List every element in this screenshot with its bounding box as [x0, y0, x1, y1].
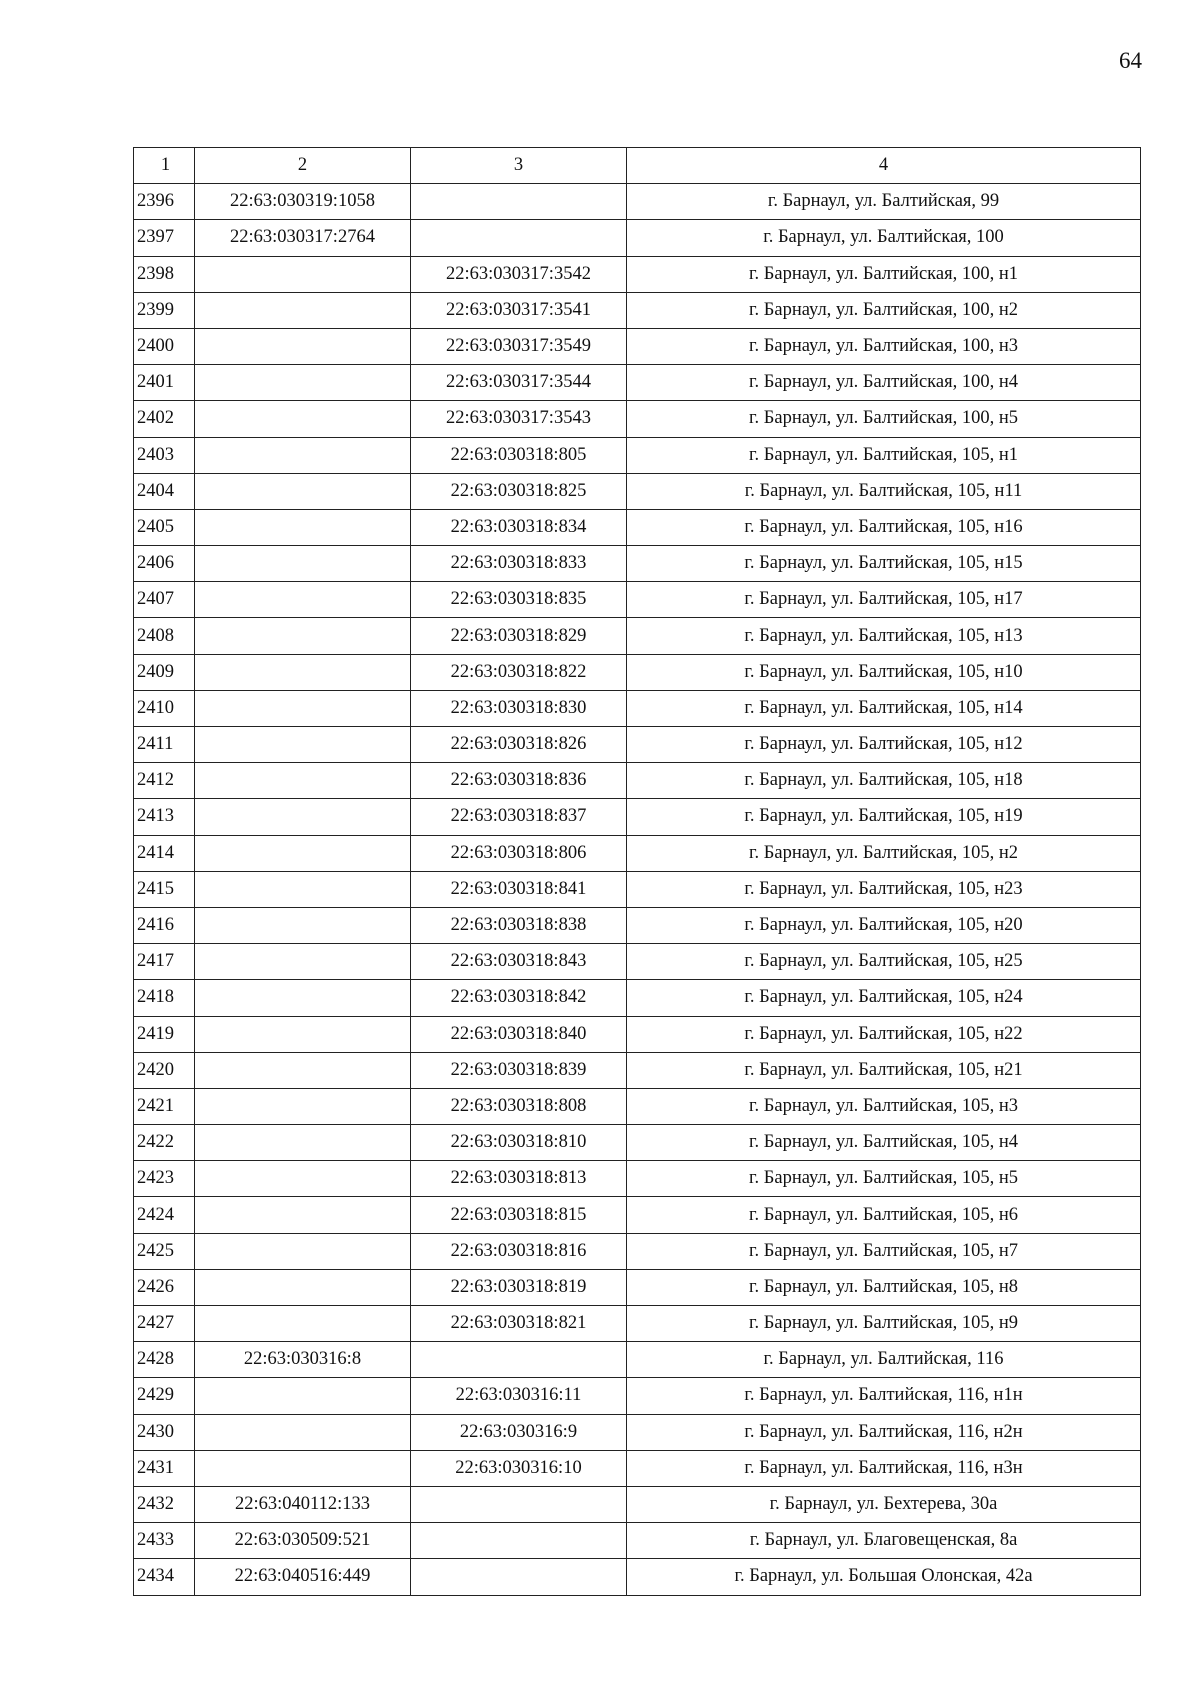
address-cell: г. Барнаул, ул. Балтийская, 105, н6 [627, 1197, 1141, 1233]
address-cell: г. Барнаул, ул. Балтийская, 116 [627, 1342, 1141, 1378]
row-number-cell: 2398 [134, 256, 195, 292]
table-row [134, 727, 1141, 763]
page-number: 64 [1119, 48, 1142, 73]
object-cadastral-cell [195, 799, 411, 835]
table-row [134, 907, 1141, 943]
premise-cadastral-cell [411, 220, 627, 256]
row-number-cell: 2415 [134, 871, 195, 907]
header-col-3: 3 [411, 148, 627, 184]
premise-cadastral-cell: 22:63:030318:842 [411, 980, 627, 1016]
table-row [134, 871, 1141, 907]
row-number-cell: 2417 [134, 944, 195, 980]
address-cell: г. Барнаул, ул. Бехтерева, 30а [627, 1486, 1141, 1522]
premise-cadastral-cell [411, 1523, 627, 1559]
premise-cadastral-cell: 22:63:030316:10 [411, 1450, 627, 1486]
object-cadastral-cell [195, 907, 411, 943]
table-row [134, 618, 1141, 654]
table-row [134, 509, 1141, 545]
table-row [134, 1016, 1141, 1052]
premise-cadastral-cell: 22:63:030316:9 [411, 1414, 627, 1450]
table-row [134, 1125, 1141, 1161]
table-row [134, 654, 1141, 690]
object-cadastral-cell: 22:63:030319:1058 [195, 184, 411, 220]
table-row [134, 1559, 1141, 1595]
header-col-1: 1 [134, 148, 195, 184]
object-cadastral-cell [195, 256, 411, 292]
row-number-cell: 2430 [134, 1414, 195, 1450]
object-cadastral-cell [195, 1306, 411, 1342]
address-cell: г. Барнаул, ул. Балтийская, 100, н1 [627, 256, 1141, 292]
row-number-cell: 2403 [134, 437, 195, 473]
address-cell: г. Барнаул, ул. Балтийская, 105, н16 [627, 509, 1141, 545]
table-row [134, 1197, 1141, 1233]
header-col-4: 4 [627, 148, 1141, 184]
table-row [134, 546, 1141, 582]
table-row [134, 1269, 1141, 1305]
row-number-cell: 2410 [134, 690, 195, 726]
premise-cadastral-cell: 22:63:030317:3541 [411, 292, 627, 328]
table-row [134, 763, 1141, 799]
row-number-cell: 2396 [134, 184, 195, 220]
object-cadastral-cell: 22:63:030316:8 [195, 1342, 411, 1378]
premise-cadastral-cell [411, 1559, 627, 1595]
row-number-cell: 2428 [134, 1342, 195, 1378]
object-cadastral-cell [195, 1197, 411, 1233]
premise-cadastral-cell: 22:63:030318:805 [411, 437, 627, 473]
address-cell: г. Барнаул, ул. Балтийская, 105, н1 [627, 437, 1141, 473]
premise-cadastral-cell: 22:63:030318:819 [411, 1269, 627, 1305]
address-cell: г. Барнаул, ул. Балтийская, 105, н9 [627, 1306, 1141, 1342]
address-cell: г. Барнаул, ул. Балтийская, 105, н20 [627, 907, 1141, 943]
row-number-cell: 2400 [134, 328, 195, 364]
address-cell: г. Барнаул, ул. Балтийская, 105, н8 [627, 1269, 1141, 1305]
row-number-cell: 2402 [134, 401, 195, 437]
address-cell: г. Барнаул, ул. Балтийская, 105, н5 [627, 1161, 1141, 1197]
row-number-cell: 2412 [134, 763, 195, 799]
address-cell: г. Барнаул, ул. Балтийская, 105, н21 [627, 1052, 1141, 1088]
table-row [134, 473, 1141, 509]
table-row [134, 1486, 1141, 1522]
table-row [134, 582, 1141, 618]
address-cell: г. Барнаул, ул. Балтийская, 105, н4 [627, 1125, 1141, 1161]
address-cell: г. Барнаул, ул. Балтийская, 99 [627, 184, 1141, 220]
object-cadastral-cell [195, 835, 411, 871]
object-cadastral-cell [195, 944, 411, 980]
premise-cadastral-cell: 22:63:030317:3542 [411, 256, 627, 292]
address-cell: г. Барнаул, ул. Балтийская, 105, н7 [627, 1233, 1141, 1269]
object-cadastral-cell [195, 1269, 411, 1305]
premise-cadastral-cell: 22:63:030318:833 [411, 546, 627, 582]
premise-cadastral-cell: 22:63:030318:841 [411, 871, 627, 907]
row-number-cell: 2409 [134, 654, 195, 690]
object-cadastral-cell [195, 1414, 411, 1450]
table-row [134, 1450, 1141, 1486]
address-cell: г. Барнаул, ул. Балтийская, 105, н13 [627, 618, 1141, 654]
object-cadastral-cell [195, 473, 411, 509]
address-cell: г. Барнаул, ул. Балтийская, 105, н23 [627, 871, 1141, 907]
table-row [134, 401, 1141, 437]
address-cell: г. Барнаул, ул. Балтийская, 100, н2 [627, 292, 1141, 328]
row-number-cell: 2406 [134, 546, 195, 582]
premise-cadastral-cell: 22:63:030318:822 [411, 654, 627, 690]
table-row [134, 1378, 1141, 1414]
row-number-cell: 2425 [134, 1233, 195, 1269]
row-number-cell: 2405 [134, 509, 195, 545]
object-cadastral-cell: 22:63:030317:2764 [195, 220, 411, 256]
object-cadastral-cell [195, 1233, 411, 1269]
premise-cadastral-cell: 22:63:030318:816 [411, 1233, 627, 1269]
row-number-cell: 2404 [134, 473, 195, 509]
object-cadastral-cell [195, 328, 411, 364]
object-cadastral-cell: 22:63:030509:521 [195, 1523, 411, 1559]
table-row [134, 184, 1141, 220]
premise-cadastral-cell: 22:63:030318:836 [411, 763, 627, 799]
table-row [134, 835, 1141, 871]
premise-cadastral-cell: 22:63:030316:11 [411, 1378, 627, 1414]
object-cadastral-cell [195, 437, 411, 473]
premise-cadastral-cell: 22:63:030318:813 [411, 1161, 627, 1197]
row-number-cell: 2432 [134, 1486, 195, 1522]
object-cadastral-cell [195, 980, 411, 1016]
address-cell: г. Барнаул, ул. Балтийская, 105, н15 [627, 546, 1141, 582]
premise-cadastral-cell: 22:63:030318:838 [411, 907, 627, 943]
table-row [134, 292, 1141, 328]
row-number-cell: 2433 [134, 1523, 195, 1559]
table-row [134, 690, 1141, 726]
table-row [134, 1342, 1141, 1378]
object-cadastral-cell [195, 690, 411, 726]
address-cell: г. Барнаул, ул. Балтийская, 105, н25 [627, 944, 1141, 980]
premise-cadastral-cell: 22:63:030318:815 [411, 1197, 627, 1233]
object-cadastral-cell [195, 871, 411, 907]
table-row [134, 980, 1141, 1016]
row-number-cell: 2411 [134, 727, 195, 763]
premise-cadastral-cell: 22:63:030318:821 [411, 1306, 627, 1342]
object-cadastral-cell [195, 401, 411, 437]
row-number-cell: 2420 [134, 1052, 195, 1088]
premise-cadastral-cell [411, 1486, 627, 1522]
object-cadastral-cell [195, 727, 411, 763]
table-row [134, 1052, 1141, 1088]
row-number-cell: 2429 [134, 1378, 195, 1414]
premise-cadastral-cell: 22:63:030318:835 [411, 582, 627, 618]
table-row [134, 256, 1141, 292]
premise-cadastral-cell: 22:63:030318:810 [411, 1125, 627, 1161]
table-row [134, 328, 1141, 364]
address-cell: г. Барнаул, ул. Балтийская, 100, н5 [627, 401, 1141, 437]
address-cell: г. Барнаул, ул. Балтийская, 116, н3н [627, 1450, 1141, 1486]
row-number-cell: 2414 [134, 835, 195, 871]
table-header [134, 148, 1141, 184]
table-body [134, 184, 1141, 1595]
object-cadastral-cell [195, 763, 411, 799]
row-number-cell: 2397 [134, 220, 195, 256]
row-number-cell: 2401 [134, 365, 195, 401]
premise-cadastral-cell: 22:63:030317:3544 [411, 365, 627, 401]
table-row [134, 1088, 1141, 1124]
premise-cadastral-cell: 22:63:030318:825 [411, 473, 627, 509]
row-number-cell: 2416 [134, 907, 195, 943]
premise-cadastral-cell: 22:63:030317:3543 [411, 401, 627, 437]
object-cadastral-cell [195, 1016, 411, 1052]
address-cell: г. Барнаул, ул. Балтийская, 100 [627, 220, 1141, 256]
row-number-cell: 2419 [134, 1016, 195, 1052]
address-cell: г. Барнаул, ул. Балтийская, 100, н4 [627, 365, 1141, 401]
address-cell: г. Барнаул, ул. Балтийская, 105, н19 [627, 799, 1141, 835]
address-cell: г. Барнаул, ул. Балтийская, 105, н10 [627, 654, 1141, 690]
table-row [134, 1414, 1141, 1450]
address-cell: г. Барнаул, ул. Балтийская, 105, н22 [627, 1016, 1141, 1052]
object-cadastral-cell [195, 1052, 411, 1088]
header-row [134, 148, 1141, 184]
table-row [134, 1306, 1141, 1342]
table-row [134, 365, 1141, 401]
row-number-cell: 2424 [134, 1197, 195, 1233]
object-cadastral-cell [195, 1378, 411, 1414]
object-cadastral-cell [195, 582, 411, 618]
table-row [134, 1523, 1141, 1559]
header-col-2: 2 [195, 148, 411, 184]
object-cadastral-cell [195, 546, 411, 582]
address-cell: г. Барнаул, ул. Балтийская, 105, н24 [627, 980, 1141, 1016]
premise-cadastral-cell: 22:63:030318:826 [411, 727, 627, 763]
table-row [134, 1233, 1141, 1269]
premise-cadastral-cell [411, 184, 627, 220]
object-cadastral-cell: 22:63:040112:133 [195, 1486, 411, 1522]
row-number-cell: 2408 [134, 618, 195, 654]
object-cadastral-cell [195, 509, 411, 545]
table-row [134, 799, 1141, 835]
premise-cadastral-cell: 22:63:030318:808 [411, 1088, 627, 1124]
object-cadastral-cell: 22:63:040516:449 [195, 1559, 411, 1595]
row-number-cell: 2434 [134, 1559, 195, 1595]
table-row [134, 944, 1141, 980]
table-row [134, 437, 1141, 473]
address-cell: г. Барнаул, ул. Большая Олонская, 42а [627, 1559, 1141, 1595]
row-number-cell: 2427 [134, 1306, 195, 1342]
address-cell: г. Барнаул, ул. Балтийская, 105, н11 [627, 473, 1141, 509]
row-number-cell: 2407 [134, 582, 195, 618]
address-cell: г. Барнаул, ул. Балтийская, 105, н3 [627, 1088, 1141, 1124]
row-number-cell: 2422 [134, 1125, 195, 1161]
row-number-cell: 2423 [134, 1161, 195, 1197]
premise-cadastral-cell: 22:63:030318:840 [411, 1016, 627, 1052]
premise-cadastral-cell: 22:63:030318:837 [411, 799, 627, 835]
address-cell: г. Барнаул, ул. Балтийская, 105, н12 [627, 727, 1141, 763]
row-number-cell: 2399 [134, 292, 195, 328]
object-cadastral-cell [195, 292, 411, 328]
row-number-cell: 2421 [134, 1088, 195, 1124]
table-row [134, 1161, 1141, 1197]
premise-cadastral-cell: 22:63:030318:830 [411, 690, 627, 726]
address-cell: г. Барнаул, ул. Балтийская, 100, н3 [627, 328, 1141, 364]
table-row [134, 220, 1141, 256]
row-number-cell: 2431 [134, 1450, 195, 1486]
premise-cadastral-cell: 22:63:030318:806 [411, 835, 627, 871]
row-number-cell: 2426 [134, 1269, 195, 1305]
address-cell: г. Барнаул, ул. Балтийская, 105, н14 [627, 690, 1141, 726]
object-cadastral-cell [195, 1161, 411, 1197]
premise-cadastral-cell: 22:63:030318:834 [411, 509, 627, 545]
address-cell: г. Барнаул, ул. Балтийская, 105, н2 [627, 835, 1141, 871]
premise-cadastral-cell: 22:63:030318:839 [411, 1052, 627, 1088]
object-cadastral-cell [195, 654, 411, 690]
object-cadastral-cell [195, 1450, 411, 1486]
address-cell: г. Барнаул, ул. Балтийская, 105, н17 [627, 582, 1141, 618]
premise-cadastral-cell: 22:63:030317:3549 [411, 328, 627, 364]
address-cell: г. Барнаул, ул. Балтийская, 116, н1н [627, 1378, 1141, 1414]
object-cadastral-cell [195, 1088, 411, 1124]
address-cell: г. Барнаул, ул. Балтийская, 116, н2н [627, 1414, 1141, 1450]
premise-cadastral-cell: 22:63:030318:829 [411, 618, 627, 654]
registry-table [133, 147, 1141, 1596]
object-cadastral-cell [195, 1125, 411, 1161]
row-number-cell: 2418 [134, 980, 195, 1016]
premise-cadastral-cell: 22:63:030318:843 [411, 944, 627, 980]
row-number-cell: 2413 [134, 799, 195, 835]
address-cell: г. Барнаул, ул. Балтийская, 105, н18 [627, 763, 1141, 799]
premise-cadastral-cell [411, 1342, 627, 1378]
object-cadastral-cell [195, 365, 411, 401]
address-cell: г. Барнаул, ул. Благовещенская, 8а [627, 1523, 1141, 1559]
object-cadastral-cell [195, 618, 411, 654]
